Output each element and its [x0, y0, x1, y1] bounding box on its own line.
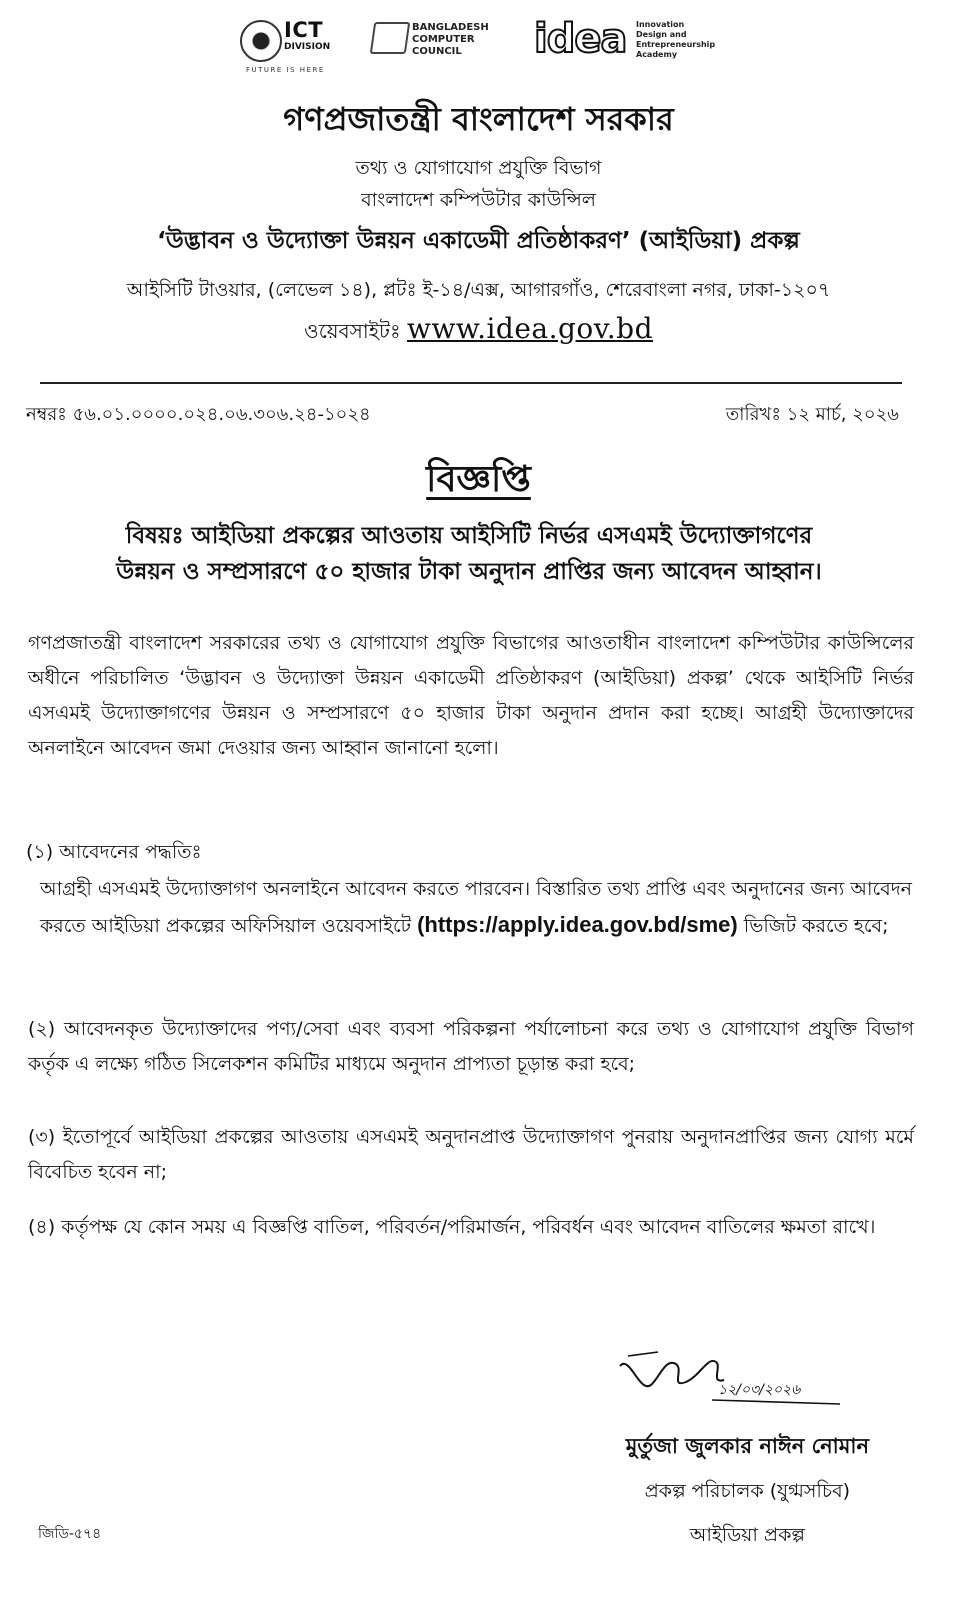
handwritten-signature	[600, 1336, 870, 1416]
item2-text: (২) আবেদনকৃত উদ্যোক্তাদের পণ্য/সেবা এবং ব্যবসা পরিকল্পনা পর্যালোচনা করে তথ্য ও যোগাযোগ প্রযুক্তি বিভাগ কর্তৃক এ লক্ষ্যে গঠিত সিলেকশন কমিটির মাধ্যমে অনুদান প্রাপ্যতা চূড়ান্ত করা হবে;	[28, 1018, 914, 1075]
ict-logo-sub: DIVISION	[284, 42, 331, 52]
office-address: আইসিটি টাওয়ার, (লেভেল ১৪), প্লটঃ ই-১৪/এক্স, আগারগাঁও, শেরেবাংলা নগর, ঢাকা-১২০৭	[126, 279, 831, 301]
website-link[interactable]: www.idea.gov.bd	[406, 312, 654, 345]
ict-division-logo	[240, 14, 370, 74]
header-divider	[40, 382, 902, 384]
signatory-name: মুর্তুজা জুলকার নাঈন নোমান	[625, 1434, 869, 1458]
apply-link[interactable]: (https://apply.idea.gov.bd/sme)	[417, 912, 738, 937]
item3-text: (৩) ইতোপূর্বে আইডিয়া প্রকল্পের আওতায় এসএমই অনুদানপ্রাপ্ত উদ্যোক্তাগণ পুনরায় অনুদানপ্রাপ্তির জন্য যোগ্য মর্মে বিবেচিত হবেন না;	[28, 1126, 914, 1183]
idea-logo-word: idea	[534, 16, 627, 62]
notice-subject: বিষয়ঃ আইডিয়া প্রকল্পের আওতায় আইসিটি নির্ভর এসএমই উদ্যোক্তাগণের উন্নয়ন ও সম্প্রসারণে ৫০ হাজার টাকা অনুদান প্রাপ্তির জন্য আবেদন আহ্বান।	[116, 523, 822, 585]
ict-emblem-icon	[240, 20, 282, 62]
website-line	[0, 312, 957, 350]
item1-text: আগ্রহী এসএমই উদ্যোক্তাগণ অনলাইনে আবেদন করতে পারবেন। বিস্তারিত তথ্য প্রাপ্তি এবং অনুদানের জন্য আবেদন করতে আইডিয়া প্রকল্পের অফিসিয়াল ওয়েবসাইটে (https://apply.idea.gov.bd/sme) ভিজিট করতে হবে;	[40, 878, 913, 937]
division-name: তথ্য ও যোগাযোগ প্রযুক্তি বিভাগ	[355, 157, 602, 179]
signature-date: ১২/০৩/২০২৬	[718, 1382, 801, 1398]
ict-logo-tagline: FUTURE IS HERE	[246, 66, 325, 74]
bcc-logo-text: BANGLADESH COMPUTER COUNCIL	[412, 22, 489, 57]
project-name: ‘উদ্ভাবন ও উদ্যোক্তা উন্নয়ন একাডেমী প্রতিষ্ঠাকরণ’ (আইডিয়া) প্রকল্প	[157, 228, 800, 254]
website-label: ওয়েবসাইটঃ	[303, 319, 401, 343]
item1-heading: (১) আবেদনের পদ্ধতিঃ	[26, 841, 202, 863]
signatory-title: প্রকল্প পরিচালক (যুগ্মসচিব)	[644, 1480, 851, 1502]
gd-code: জিডি-৫৭৪	[38, 1526, 102, 1542]
idea-logo	[534, 14, 734, 70]
government-heading: গণপ্রজাতন্ত্রী বাংলাদেশ সরকার	[283, 100, 674, 138]
memo-date: তারিখঃ ১২ মার্চ, ২০২৬	[725, 404, 899, 425]
signatory-block	[626, 1430, 869, 1553]
bcc-logo	[372, 14, 512, 70]
logo-bar	[240, 14, 740, 74]
idea-logo-tagline: Innovation Design and Entrepreneurship Academy	[636, 20, 716, 59]
item4-text: (৪) কর্তৃপক্ষ যে কোন সময় এ বিজ্ঞপ্তি বাতিল, পরিবর্তন/পরিমার্জন, পরিবর্ধন এবং আবেদন বাতিলের ক্ষমতা রাখে।	[28, 1216, 876, 1238]
notice-title: বিজ্ঞপ্তি	[426, 459, 531, 500]
memo-number: নম্বরঃ ৫৬.০১.০০০০.০২৪.০৬.৩০৬.২৪-১০২৪	[26, 404, 371, 425]
signatory-org: আইডিয়া প্রকল্প	[689, 1524, 805, 1546]
intro-paragraph: গণপ্রজাতন্ত্রী বাংলাদেশ সরকারের তথ্য ও যোগাযোগ প্রযুক্তি বিভাগের আওতাধীন বাংলাদেশ কম্পিউটার কাউন্সিলের অধীনে পরিচালিত ‘উদ্ভাবন ও উদ্যোক্তা উন্নয়ন একাডেমী প্রতিষ্ঠাকরণ (আইডিয়া) প্রকল্প’ থেকে আইসিটি নির্ভর এসএমই উদ্যোক্তাগণের উন্নয়ন ও সম্প্রসারণে ৫০ হাজার টাকা অনুদান প্রদান করা হচ্ছে। আগ্রহী উদ্যোক্তাদের অনলাইনে আবেদন জমা দেওয়ার জন্য আহ্বান জানানো হলো।	[28, 632, 914, 759]
computer-icon	[370, 22, 410, 54]
council-name: বাংলাদেশ কম্পিউটার কাউন্সিল	[361, 189, 596, 211]
ict-logo-name: ICT	[284, 18, 324, 42]
